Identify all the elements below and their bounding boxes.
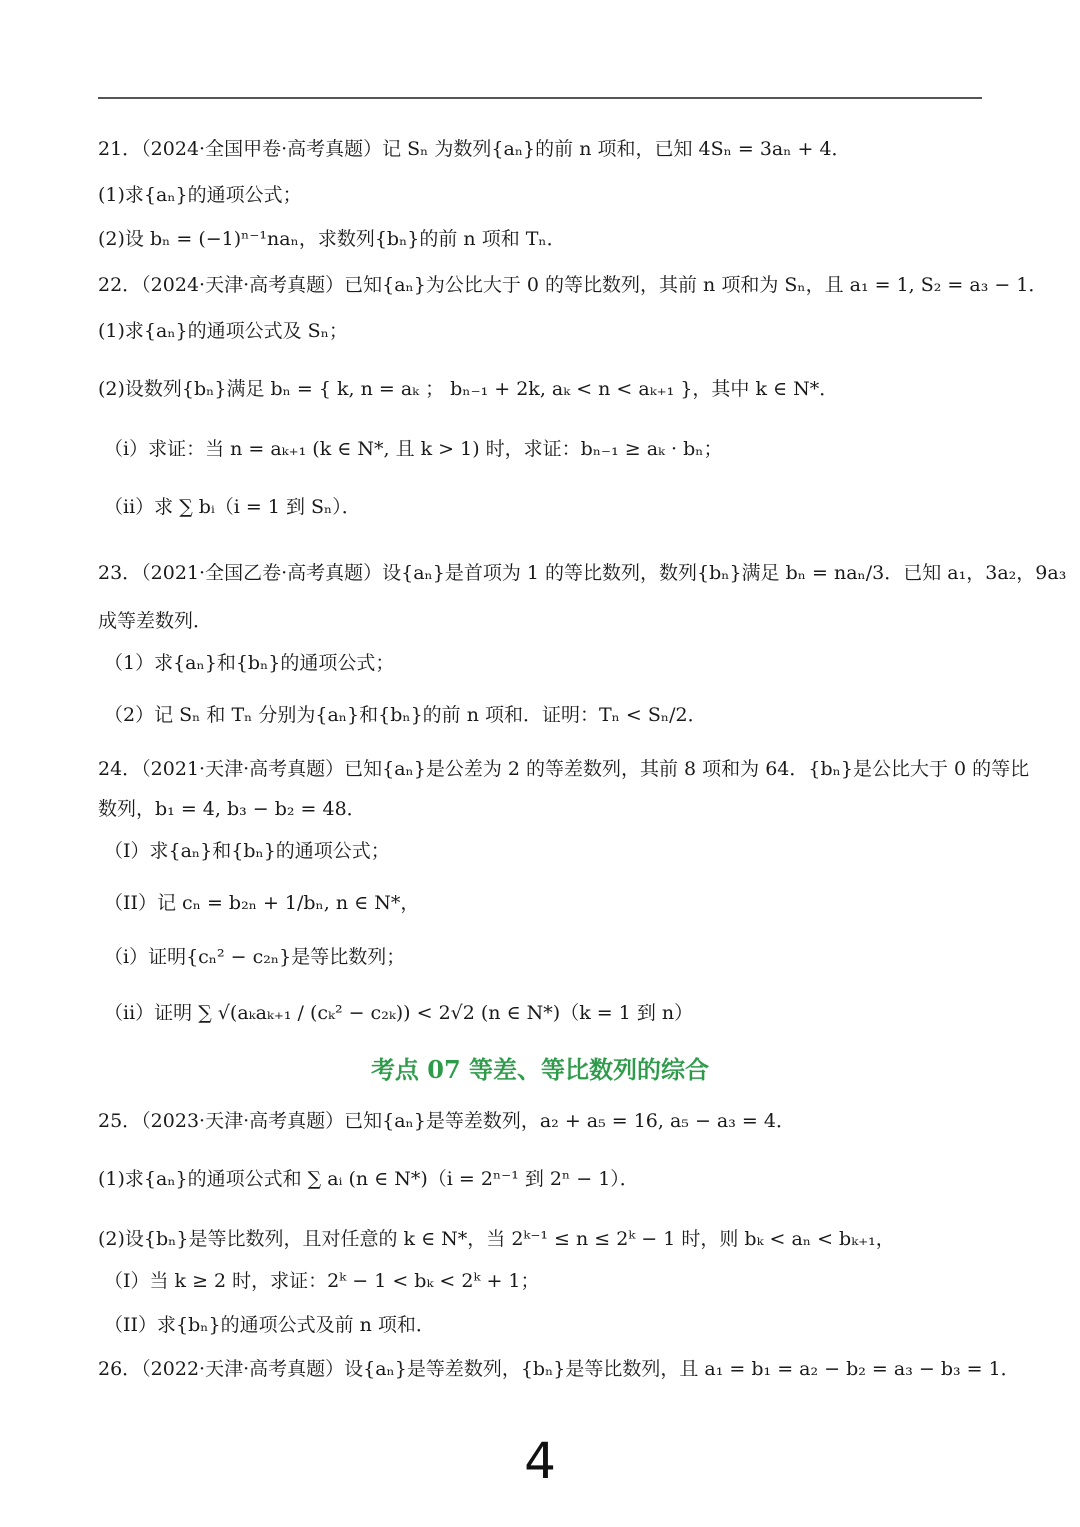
problem-23-statement-cont: 成等差数列． [98,610,213,632]
section-title: 考点 07 等差、等比数列的综合 [370,1055,710,1084]
problem-24-part-II: （II）记 cₙ = b₂ₙ + 1/bₙ, n ∈ N*， [104,892,420,914]
problem-22-part-1: (1)求{aₙ}的通项公式及 Sₙ； [98,320,348,342]
problem-26-statement: 26．（2022·天津·高考真题）设{aₙ}是等差数列，{bₙ}是等比数列，且 a₁ = b₁ = a₂ − b₂ = a₃ − b₃ = 1． [98,1358,1020,1380]
problem-24-sub-ii: （ii）证明 ∑ √(aₖaₖ₊₁ / (cₖ² − c₂ₖ)) < 2√2 (n ∈ N*)（k = 1 到 n） [104,1002,694,1024]
problem-22-statement: 22．（2024·天津·高考真题）已知{aₙ}为公比大于 0 的等比数列，其前 n 项和为 Sₙ，且 a₁ = 1, S₂ = a₃ − 1． [98,274,1048,296]
problem-22-sub-ii: （ii）求 ∑ bᵢ（i = 1 到 Sₙ）． [104,496,361,518]
problem-21-part-2: (2)设 bₙ = (−1)ⁿ⁻¹naₙ，求数列{bₙ}的前 n 项和 Tₙ． [98,228,566,250]
problem-21-part-1: (1)求{aₙ}的通项公式； [98,184,302,206]
problem-25-sub-I: （I）当 k ≥ 2 时，求证：2ᵏ − 1 < bₖ < 2ᵏ + 1； [104,1270,540,1292]
problem-24-part-I: （I）求{aₙ}和{bₙ}的通项公式； [104,840,390,862]
problem-24-statement: 24．（2021·天津·高考真题）已知{aₙ}是公差为 2 的等差数列，其前 8 项和为 64．{bₙ}是公比大于 0 的等比 [98,758,1030,780]
problem-22-part-2: (2)设数列{bₙ}满足 bₙ = { k, n = aₖ ； bₙ₋₁ + 2k, aₖ < n < aₖ₊₁ }，其中 k ∈ N*． [98,378,839,400]
problem-25-sub-II: （II）求{bₙ}的通项公式及前 n 项和． [104,1314,435,1336]
problem-24-sub-i: （i）证明{cₙ² − c₂ₙ}是等比数列； [104,946,406,968]
problem-23-part-1: （1）求{aₙ}和{bₙ}的通项公式； [104,652,395,674]
problem-22-sub-i: （i）求证：当 n = aₖ₊₁ (k ∈ N*, 且 k > 1) 时，求证：bₙ₋₁ ≥ aₖ · bₙ； [104,438,723,460]
problem-23-statement: 23．（2021·全国乙卷·高考真题）设{aₙ}是首项为 1 的等比数列，数列{bₙ}满足 bₙ = naₙ/3．已知 a₁，3a₂，9a₃ [98,562,1067,584]
problem-24-statement-cont: 数列，b₁ = 4, b₃ − b₂ = 48． [98,798,366,820]
problem-25-part-1: (1)求{aₙ}的通项公式和 ∑ aᵢ (n ∈ N*)（i = 2ⁿ⁻¹ 到 2ⁿ − 1）． [98,1168,639,1190]
problem-21-statement: 21．（2024·全国甲卷·高考真题）记 Sₙ 为数列{aₙ}的前 n 项和，已知 4Sₙ = 3aₙ + 4． [98,138,851,160]
problem-25-part-2: (2)设{bₙ}是等比数列，且对任意的 k ∈ N*，当 2ᵏ⁻¹ ≤ n ≤ 2ᵏ − 1 时，则 bₖ < aₙ < bₖ₊₁， [98,1228,895,1250]
header-rule [98,97,982,99]
problem-23-part-2: （2）记 Sₙ 和 Tₙ 分别为{aₙ}和{bₙ}的前 n 项和．证明：Tₙ < Sₙ/2． [104,704,707,726]
problem-25-statement: 25．（2023·天津·高考真题）已知{aₙ}是等差数列，a₂ + a₅ = 16, a₅ − a₃ = 4． [98,1110,795,1132]
page-number: 4 [524,1432,556,1490]
